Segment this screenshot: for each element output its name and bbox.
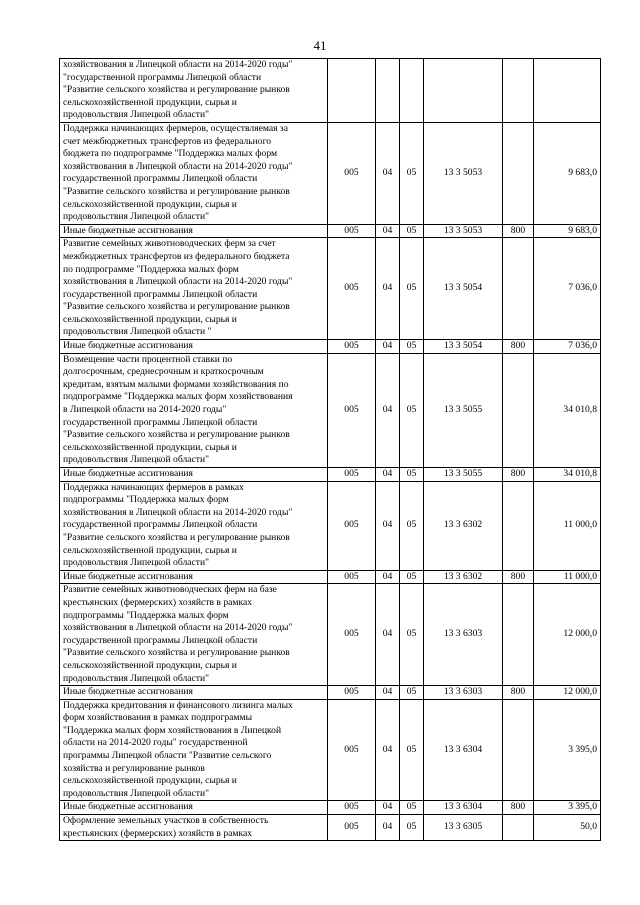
row-description: Развитие семейных животноводческих ферм за счет межбюджетных трансфертов из федерального бюджета по подпрограмме "Поддержка малых форм хозяйствования в Липецкой области на 2014-2020 годы" государственной программы Липецкой области "Развитие сельского хозяйства и регулирование рынков сельскохозяйственной продукции, сырья и продовольствия Липецкой области " xyxy=(60,238,328,340)
row-ministry-code: 005 xyxy=(328,570,376,584)
row-section-code: 04 xyxy=(376,570,400,584)
row-subsection-code: 05 xyxy=(400,122,424,224)
row-subsection-code: 05 xyxy=(400,815,424,841)
row-amount: 7 036,0 xyxy=(534,238,601,340)
row-amount xyxy=(534,59,601,123)
row-expense-type xyxy=(503,481,534,570)
table-row xyxy=(60,238,601,340)
row-section-code: 04 xyxy=(376,468,400,482)
row-section-code: 04 xyxy=(376,801,400,815)
row-amount: 11 000,0 xyxy=(534,570,601,584)
table-row xyxy=(60,699,601,801)
row-description: Оформление земельных участков в собственность крестьянских (фермерских) хозяйств в рамках xyxy=(60,815,328,841)
row-ministry-code: 005 xyxy=(328,686,376,700)
row-expense-type: 800 xyxy=(503,224,534,238)
row-ministry-code: 005 xyxy=(328,340,376,354)
row-target-article: 13 3 6303 xyxy=(424,686,503,700)
row-target-article: 13 3 6302 xyxy=(424,481,503,570)
row-section-code: 04 xyxy=(376,686,400,700)
row-expense-type xyxy=(503,238,534,340)
row-section-code: 04 xyxy=(376,353,400,467)
row-amount: 34 010,8 xyxy=(534,353,601,467)
row-subsection-code: 05 xyxy=(400,686,424,700)
row-ministry-code: 005 xyxy=(328,122,376,224)
table-row xyxy=(60,224,601,238)
row-subsection-code: 05 xyxy=(400,699,424,801)
row-target-article xyxy=(424,59,503,123)
row-description: Иные бюджетные ассигнования xyxy=(60,570,328,584)
row-section-code: 04 xyxy=(376,238,400,340)
row-description: Иные бюджетные ассигнования xyxy=(60,340,328,354)
row-ministry-code: 005 xyxy=(328,801,376,815)
row-target-article: 13 3 5054 xyxy=(424,238,503,340)
row-ministry-code: 005 xyxy=(328,699,376,801)
row-section-code: 04 xyxy=(376,699,400,801)
row-expense-type: 800 xyxy=(503,686,534,700)
row-amount: 34 010,8 xyxy=(534,468,601,482)
row-amount: 3 395,0 xyxy=(534,699,601,801)
row-description: хозяйствования в Липецкой области на 2014-2020 годы" "государственной программы Липецкой области "Развитие сельского хозяйства и регулирование рынков сельскохозяйственной продукции, сырья и продовольствия Липецкой области" xyxy=(60,59,328,123)
row-ministry-code: 005 xyxy=(328,238,376,340)
row-target-article: 13 3 5055 xyxy=(424,468,503,482)
row-target-article: 13 3 6305 xyxy=(424,815,503,841)
row-ministry-code: 005 xyxy=(328,224,376,238)
row-expense-type: 800 xyxy=(503,570,534,584)
row-amount: 7 036,0 xyxy=(534,340,601,354)
row-description: Иные бюджетные ассигнования xyxy=(60,224,328,238)
row-description: Развитие семейных животноводческих ферм на базе крестьянских (фермерских) хозяйств в рамках подпрограммы "Поддержка малых форм хозяйствования в Липецкой области на 2014-2020 годы" государственной программы Липецкой области "Развитие сельского хозяйства и регулирование рынков сельскохозяйственной продукции, сырья и продовольствия Липецкой области" xyxy=(60,584,328,686)
row-description: Возмещение части процентной ставки по долгосрочным, среднесрочным и краткосрочным кредитам, взятым малыми формами хозяйствования по подпрограмме "Поддержка малых форм хозяйствования в Липецкой области на 2014-2020 годы" государственной программы Липецкой области "Развитие сельского хозяйства и регулирование рынков сельскохозяйственной продукции, сырья и продовольствия Липецкой области" xyxy=(60,353,328,467)
row-subsection-code: 05 xyxy=(400,468,424,482)
table-row xyxy=(60,481,601,570)
table-row xyxy=(60,340,601,354)
row-target-article: 13 3 5054 xyxy=(424,340,503,354)
row-target-article: 13 3 6304 xyxy=(424,699,503,801)
row-ministry-code xyxy=(328,59,376,123)
table-row xyxy=(60,801,601,815)
row-target-article: 13 3 6304 xyxy=(424,801,503,815)
row-section-code: 04 xyxy=(376,224,400,238)
row-expense-type xyxy=(503,699,534,801)
row-subsection-code: 05 xyxy=(400,224,424,238)
row-section-code: 04 xyxy=(376,481,400,570)
row-amount: 9 683,0 xyxy=(534,224,601,238)
row-subsection-code: 05 xyxy=(400,584,424,686)
row-description: Иные бюджетные ассигнования xyxy=(60,686,328,700)
row-description: Поддержка кредитования и финансового лизинга малых форм хозяйствования в рамках подпрограммы "Поддержка малых форм хозяйствования в Липецкой области на 2014-2020 годы" государственной программы Липецкой области "Развитие сельского хозяйства и регулирование рынков сельскохозяйственной продукции, сырья и продовольствия Липецкой области" xyxy=(60,699,328,801)
row-subsection-code: 05 xyxy=(400,801,424,815)
row-ministry-code: 005 xyxy=(328,468,376,482)
row-expense-type xyxy=(503,584,534,686)
row-expense-type xyxy=(503,353,534,467)
row-expense-type xyxy=(503,815,534,841)
row-target-article: 13 3 5053 xyxy=(424,122,503,224)
table-row xyxy=(60,468,601,482)
row-ministry-code: 005 xyxy=(328,353,376,467)
table-row xyxy=(60,686,601,700)
table-row xyxy=(60,570,601,584)
row-target-article: 13 3 5053 xyxy=(424,224,503,238)
row-subsection-code xyxy=(400,59,424,123)
row-section-code: 04 xyxy=(376,122,400,224)
row-section-code: 04 xyxy=(376,584,400,686)
row-amount: 9 683,0 xyxy=(534,122,601,224)
row-target-article: 13 3 6303 xyxy=(424,584,503,686)
row-amount: 3 395,0 xyxy=(534,801,601,815)
row-section-code xyxy=(376,59,400,123)
row-subsection-code: 05 xyxy=(400,481,424,570)
row-description: Иные бюджетные ассигнования xyxy=(60,468,328,482)
row-expense-type: 800 xyxy=(503,468,534,482)
row-subsection-code: 05 xyxy=(400,238,424,340)
row-subsection-code: 05 xyxy=(400,570,424,584)
row-target-article: 13 3 6302 xyxy=(424,570,503,584)
budget-table xyxy=(59,58,601,841)
table-row xyxy=(60,584,601,686)
row-expense-type xyxy=(503,59,534,123)
page-number: 41 xyxy=(313,38,327,53)
row-ministry-code: 005 xyxy=(328,481,376,570)
row-amount: 11 000,0 xyxy=(534,481,601,570)
table-row xyxy=(60,59,601,123)
table-row xyxy=(60,815,601,841)
row-target-article: 13 3 5055 xyxy=(424,353,503,467)
row-subsection-code: 05 xyxy=(400,340,424,354)
row-ministry-code: 005 xyxy=(328,584,376,686)
row-description: Поддержка начинающих фермеров, осуществляемая за счет межбюджетных трансфертов из федерального бюджета по подпрограмме "Поддержка малых форм хозяйствования в Липецкой области на 2014-2020 годы" государственной программы Липецкой области "Развитие сельского хозяйства и регулирование рынков сельскохозяйственной продукции, сырья и продовольствия Липецкой области" xyxy=(60,122,328,224)
row-section-code: 04 xyxy=(376,340,400,354)
table-row xyxy=(60,353,601,467)
row-description: Поддержка начинающих фермеров в рамках подпрограммы "Поддержка малых форм хозяйствования в Липецкой области на 2014-2020 годы" государственной программы Липецкой области "Развитие сельского хозяйства и регулирование рынков сельскохозяйственной продукции, сырья и продовольствия Липецкой области" xyxy=(60,481,328,570)
row-expense-type: 800 xyxy=(503,340,534,354)
row-section-code: 04 xyxy=(376,815,400,841)
row-amount: 12 000,0 xyxy=(534,686,601,700)
row-subsection-code: 05 xyxy=(400,353,424,467)
row-description: Иные бюджетные ассигнования xyxy=(60,801,328,815)
row-amount: 50,0 xyxy=(534,815,601,841)
table-row xyxy=(60,122,601,224)
row-expense-type xyxy=(503,122,534,224)
row-amount: 12 000,0 xyxy=(534,584,601,686)
row-ministry-code: 005 xyxy=(328,815,376,841)
row-expense-type: 800 xyxy=(503,801,534,815)
